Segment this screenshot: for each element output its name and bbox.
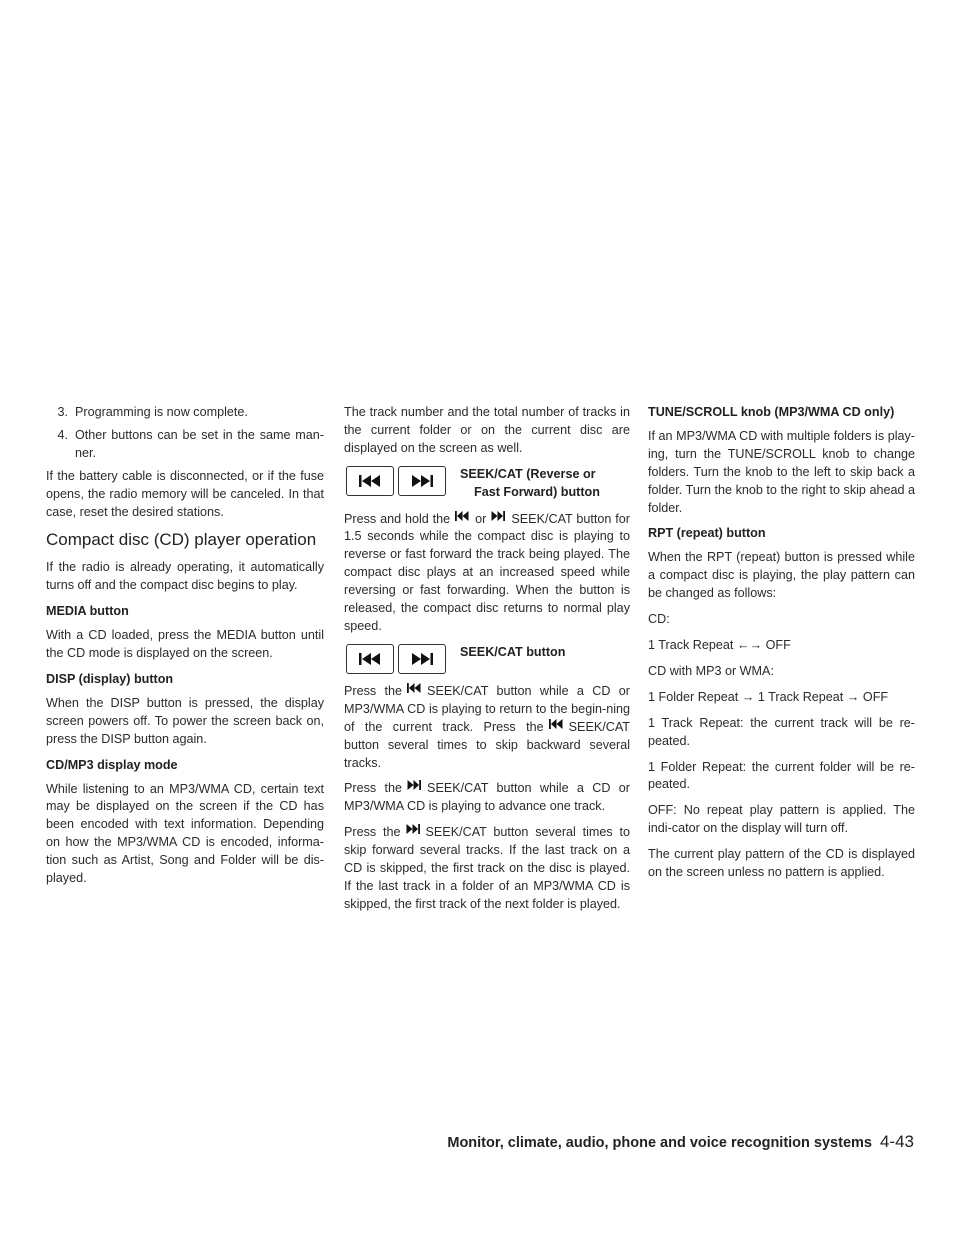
seek-forward-button xyxy=(398,466,446,496)
seek-forward-button xyxy=(398,644,446,674)
paragraph-press-hold xyxy=(344,511,630,636)
list-item xyxy=(46,427,324,463)
page-number: 4-43 xyxy=(879,1132,914,1151)
heading-disp-button: DISP (display) button xyxy=(46,671,174,686)
heading-mp3-display: CD/MP3 display mode xyxy=(46,757,178,772)
page-footer xyxy=(0,1132,914,1152)
paragraph-battery: If the battery cable is disconnected, or if the fuse opens, the radio memory will be canceled. In that case, reset the desired stations. xyxy=(46,468,324,519)
heading-media-button: MEDIA button xyxy=(46,604,129,619)
skip-back-icon xyxy=(406,683,422,693)
column-1 xyxy=(46,404,324,896)
paragraph-cd-sequence: 1 Track Repeat ←→ OFF xyxy=(648,637,791,652)
list-text: Other buttons can be set in the same man-ner. xyxy=(75,427,324,460)
list-text: Programming is now complete. xyxy=(75,405,248,419)
paragraph-mp3: While listening to an MP3/WMA CD, certain text may be displayed on the screen if the CD has been encoded with text information. Depending on how the MP3/WMA CD is encoded, informa-tion such as Artist, Song and Folder will be dis-played. xyxy=(46,781,324,886)
paragraph-press-forward-several xyxy=(344,824,630,914)
seek-button-pair xyxy=(346,644,450,674)
list-number: 3. xyxy=(57,405,68,419)
skip-forward-icon xyxy=(409,474,435,488)
seek-reverse-ff-figure xyxy=(344,466,630,502)
section-heading-cd: Compact disc (CD) player operation xyxy=(46,530,317,550)
label-line-2: Fast Forward) button xyxy=(474,484,600,499)
skip-back-icon xyxy=(548,719,564,729)
text-fragment: Press the xyxy=(344,825,401,840)
skip-back-icon xyxy=(454,511,470,521)
paragraph-cd: If the radio is already operating, it automatically turns off and the compact disc begins to play. xyxy=(46,560,324,593)
seek-back-button xyxy=(346,466,394,496)
paragraph-cd-label: CD: xyxy=(648,612,670,627)
seek-button-pair xyxy=(346,466,450,496)
paragraph-press-forward xyxy=(344,780,630,816)
text-fragment: SEEK/CAT button several times to skip forward several tracks. If the last track on a CD is skipped, the first track on the disc is played. If the last track in a folder of an MP3/WMA CD is skipped, the first track of the next folder is played. xyxy=(344,825,630,911)
paragraph-rpt: When the RPT (repeat) button is pressed while a compact disc is playing, the play pattern can be changed as follows: xyxy=(648,550,915,601)
text-fragment: SEEK/CAT button while a CD or MP3/WMA CD is playing to return to the begin-ning of the current track. Press the xyxy=(344,683,630,734)
paragraph-mp3-label: CD with MP3 or WMA: xyxy=(648,663,774,678)
paragraph-off: OFF: No repeat play pattern is applied. The indi-cator on the display will turn off. xyxy=(648,803,915,836)
seek-reverse-ff-label xyxy=(460,466,600,502)
column-3 xyxy=(648,404,915,890)
skip-forward-icon xyxy=(405,824,421,834)
text-fragment: Press and hold the xyxy=(344,511,451,526)
paragraph-tune: If an MP3/WMA CD with multiple folders is play-ing, turn the TUNE/SCROLL knob to change folders. Turn the knob to the left to skip back a folder. Turn the knob to the right to skip ahead a folder. xyxy=(648,428,915,515)
seek-cat-figure xyxy=(344,644,630,674)
paragraph-disp: When the DISP button is pressed, the display screen powers off. To power the screen back on, press the DISP button again. xyxy=(46,695,324,746)
label-line-1: SEEK/CAT (Reverse or xyxy=(460,466,596,481)
heading-rpt-button: RPT (repeat) button xyxy=(648,526,766,541)
text-fragment: SEEK/CAT button for 1.5 seconds while the compact disc is playing to reverse or fast forward the track being played. The compact disc plays at an increased speed while reversing or fast forwarding. When the button is released, the compact disc returns to normal play speed. xyxy=(344,511,630,633)
skip-back-icon xyxy=(357,652,383,666)
paragraph-media: With a CD loaded, press the MEDIA button until the CD mode is displayed on the screen. xyxy=(46,628,324,661)
seek-back-button xyxy=(346,644,394,674)
paragraph-current-pattern: The current play pattern of the CD is displayed on the screen unless no pattern is applied. xyxy=(648,847,915,880)
text-fragment: SEEK/CAT button several times to skip backward several tracks. xyxy=(344,719,630,770)
skip-forward-icon xyxy=(409,652,435,666)
text-fragment: Press the xyxy=(344,781,403,796)
skip-forward-icon xyxy=(406,780,422,790)
text-fragment: Press the xyxy=(344,683,403,698)
skip-back-icon xyxy=(357,474,383,488)
list-item xyxy=(46,404,324,422)
column-2 xyxy=(344,404,630,922)
text-fragment: or xyxy=(475,511,487,526)
paragraph-1-track: 1 Track Repeat: the current track will be re-peated. xyxy=(648,715,915,748)
footer-section-title: Monitor, climate, audio, phone and voice recognition systems xyxy=(447,1135,872,1151)
paragraph-1-folder: 1 Folder Repeat: the current folder will be re-peated. xyxy=(648,759,915,792)
skip-forward-icon xyxy=(490,511,506,521)
list-number: 4. xyxy=(57,427,68,442)
paragraph-mp3-sequence: 1 Folder Repeat → 1 Track Repeat → OFF xyxy=(648,689,889,704)
paragraph-track: The track number and the total number of tracks in the current folder or on the current disc are displayed on the screen as well. xyxy=(344,405,630,455)
heading-tune-scroll: TUNE/SCROLL knob (MP3/WMA CD only) xyxy=(648,405,895,419)
paragraph-press-back xyxy=(344,683,630,773)
text-fragment: SEEK/CAT button while a CD or MP3/WMA CD is playing to advance one track. xyxy=(344,781,630,814)
seek-cat-label: SEEK/CAT button xyxy=(460,644,566,659)
